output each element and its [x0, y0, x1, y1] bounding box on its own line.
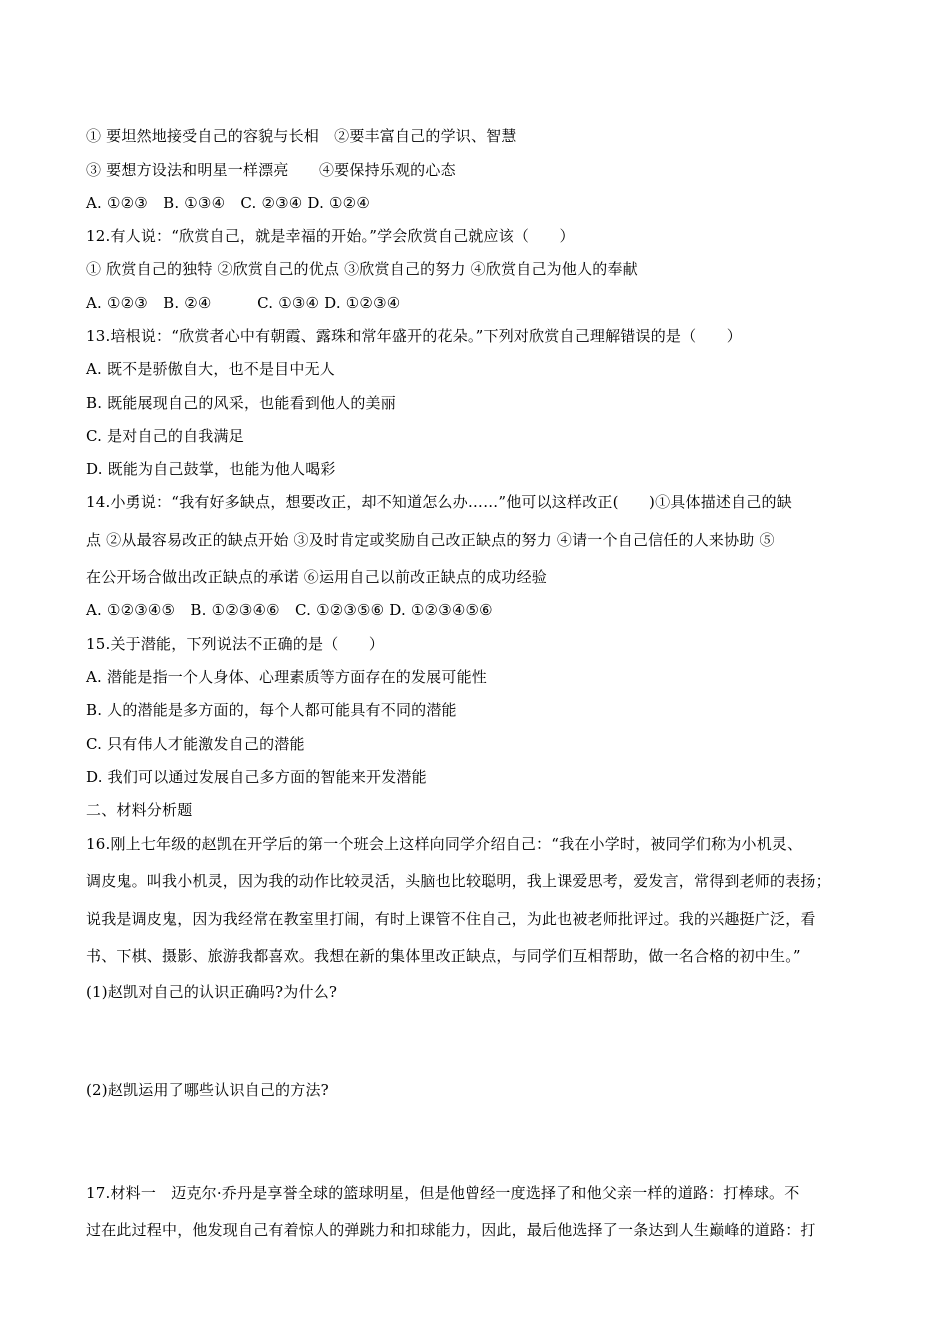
choice-b: B. 人的潜能是多方面的，每个人都可能具有不同的潜能: [86, 701, 457, 719]
question-16-cont: 说我是调皮鬼，因为我经常在教室里打闹，有时上课管不住自己，为此也被老师批评过。我的兴趣挺广泛，看: [86, 910, 816, 928]
option-line: ① 要坦然地接受自己的容貌与长相 ②要丰富自己的学识、智慧: [86, 127, 517, 145]
sub-question-2: (2)赵凯运用了哪些认识自己的方法?: [86, 1081, 329, 1099]
question-14-cont: 点 ②从最容易改正的缺点开始 ③及时肯定或奖励自己改正缺点的努力 ④请一个自己信任的人来协助 ⑤: [86, 531, 775, 549]
sub-question-1: (1)赵凯对自己的认识正确吗?为什么?: [86, 983, 338, 1001]
choice-b: B. 既能展现自己的风采，也能看到他人的美丽: [86, 394, 396, 412]
answer-choices: A. ①②③ B. ②④ C. ①③④ D. ①②③④: [86, 294, 401, 312]
choice-c: C. 只有伟人才能激发自己的潜能: [86, 735, 305, 753]
question-14-cont: 在公开场合做出改正缺点的承诺 ⑥运用自己以前改正缺点的成功经验: [86, 568, 547, 586]
answer-choices: A. ①②③④⑤ B. ①②③④⑥ C. ①②③⑤⑥ D. ①②③④⑤⑥: [86, 601, 493, 619]
question-17: 17.材料一 迈克尔·乔丹是享誉全球的篮球明星，但是他曾经一度选择了和他父亲一样的道路：打棒球。不: [86, 1184, 800, 1202]
question-14: 14.小勇说：“我有好多缺点，想要改正，却不知道怎么办……”他可以这样改正( )①具体描述自己的缺: [86, 493, 792, 511]
answer-choices: A. ①②③ B. ①③④ C. ②③④ D. ①②④: [86, 194, 370, 212]
question-16-cont: 书、下棋、摄影、旅游我都喜欢。我想在新的集体里改正缺点，与同学们互相帮助，做一名合格的初中生。”: [86, 947, 801, 965]
question-17-cont: 过在此过程中，他发现自己有着惊人的弹跳力和扣球能力，因此，最后他选择了一条达到人生巅峰的道路：打: [86, 1221, 816, 1239]
choice-a: A. 潜能是指一个人身体、心理素质等方面存在的发展可能性: [86, 668, 487, 686]
option-line: ① 欣赏自己的独特 ②欣赏自己的优点 ③欣赏自己的努力 ④欣赏自己为他人的奉献: [86, 260, 638, 278]
choice-a: A. 既不是骄傲自大，也不是目中无人: [86, 360, 335, 378]
question-13: 13.培根说：“欣赏者心中有朝霞、露珠和常年盛开的花朵。”下列对欣赏自己理解错误的是（ ）: [86, 327, 742, 345]
choice-c: C. 是对自己的自我满足: [86, 427, 244, 445]
option-line: ③ 要想方设法和明星一样漂亮 ④要保持乐观的心态: [86, 161, 456, 179]
choice-d: D. 我们可以通过发展自己多方面的智能来开发潜能: [86, 768, 427, 786]
section-heading: 二、材料分析题: [86, 801, 193, 819]
question-15: 15.关于潜能，下列说法不正确的是（ ）: [86, 635, 385, 653]
question-16-cont: 调皮鬼。叫我小机灵，因为我的动作比较灵活，头脑也比较聪明，我上课爱思考，爱发言，常得到老师的表扬；: [86, 872, 831, 890]
question-12: 12.有人说：“欣赏自己，就是幸福的开始。”学会欣赏自己就应该（ ）: [86, 227, 575, 245]
question-16: 16.刚上七年级的赵凯在开学后的第一个班会上这样向同学介绍自己：“我在小学时，被同学们称为小机灵、: [86, 835, 803, 853]
choice-d: D. 既能为自己鼓掌，也能为他人喝彩: [86, 460, 336, 478]
